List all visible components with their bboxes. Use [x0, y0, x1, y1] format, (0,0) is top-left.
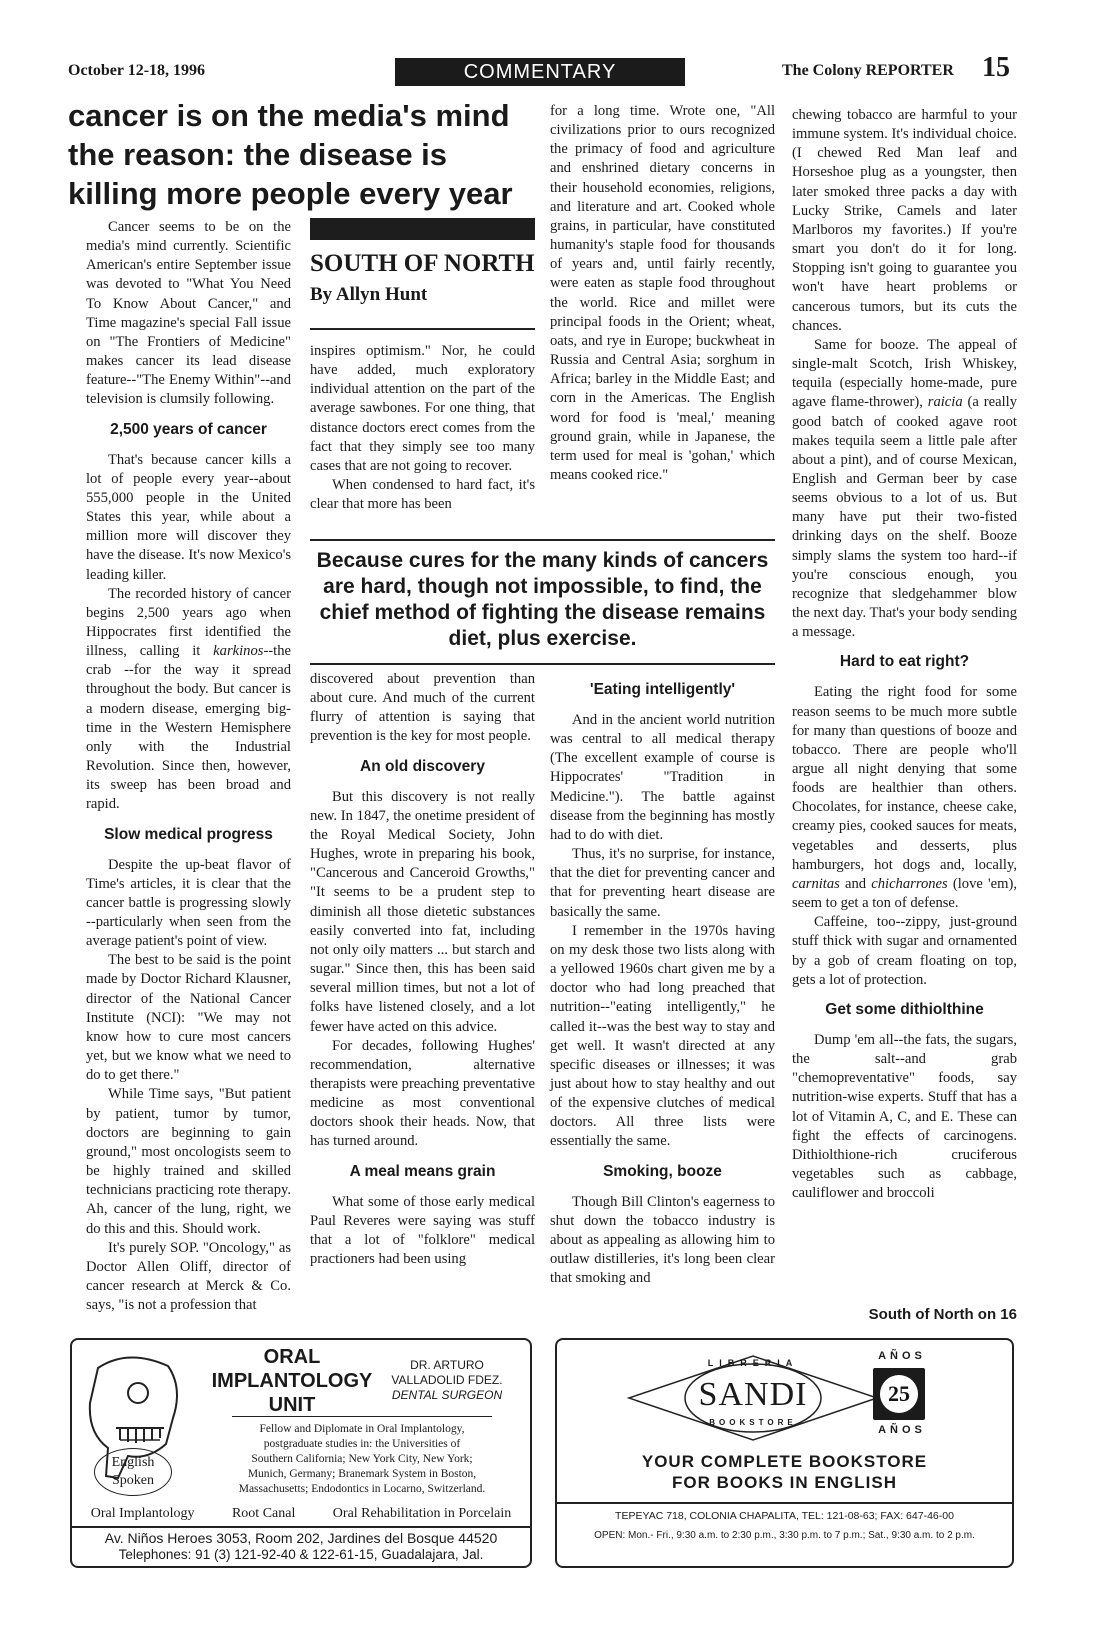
subheading: Hard to eat right?	[839, 653, 970, 671]
ad-phones: Telephones: 91 (3) 121-92-40 & 122-61-15, Guadalajara, Jal.	[118, 1547, 484, 1562]
ad-address: Av. Niños Heroes 3053, Room 202, Jardines del Bosque 44520	[104, 1530, 498, 1546]
service-item: Oral Rehabilitation in Porcelain	[332, 1506, 512, 1521]
paragraph: But this discovery is not really new. In 1847, the onetime president of the Royal Medical Society, John Hughes, wrote in preparing his book, "Cancerous and Canceroid Growths," "It seems to be a prudent step to diminish all those dietetic substances easily converted into fat, including not only oily matters ... but starch and sugar." Since then, this has been said several million times, but not a lot of folks have listened closely, and a lot fewer have acted on this advice.	[310, 788, 535, 1035]
ad-address: TEPEYAC 718, COLONIA CHAPALITA, TEL: 121-08-63; FAX: 647-46-00	[615, 1510, 954, 1522]
paragraph: Same for booze. The appeal of single-malt Scotch, Irish Whiskey, tequila (especially home-made, pure agave flame-thrower), raicia (a really good batch of cooked agave root makes tequila seem a little pale after about a pint), and of course Mexican, English and German beer by case seems obvious to a lot of us. But many have put their two-fisted drinking days on the shelf. Booze simply slams the system too hard--if you're conscious enough, you recognize that sledgehammer blow the next day. That's your body sending a message.	[792, 336, 1017, 641]
ad-title: UNIT	[268, 1394, 316, 1416]
divider	[232, 1416, 492, 1417]
oral-implantology-ad	[70, 1338, 532, 1568]
article-column-3-top	[550, 102, 775, 502]
tagline: FOR BOOKS IN ENGLISH	[672, 1473, 897, 1492]
paragraph: Eating the right food for some reason seems to be much more subtle for many than questions of booze and tobacco. There are people who'll argue all night denying that some foods are healthier than others. Chocolates, for instance, cheese cake, creamy pies, cooked sauces for meats, vegetables and desserts, plus hamburgers, hot dogs and, locally, carnitas and chicharrones (love 'em), seem to get a ton of defense.	[792, 684, 1017, 912]
paragraph: Though Bill Clinton's eagerness to shut down the tobacco industry is about as appealing as allowing him to outlaw distilleries, it's long been clear that smoking and	[550, 1193, 775, 1287]
logo-arc-bottom: BOOKSTORE	[709, 1418, 797, 1427]
paragraph: What some of those early medical Paul Reveres were saying was stuff that a lot of "folklore" medical practioners had been using	[310, 1193, 535, 1268]
credentials: Fellow and Diplomate in Oral Implantology, postgraduate studies in: the Universities of Southern California; New York City, New York; Munich, Germany; Branemark System in Boston, Massachusetts; Endodontics in Locarno, Switzerland.	[238, 1423, 486, 1495]
divider	[72, 1526, 530, 1528]
ad-hours: OPEN: Mon.- Fri., 9:30 a.m. to 2:30 p.m., 3:30 p.m. to 7 p.m.; Sat., 9:30 a.m. to 2 p.m.	[594, 1530, 975, 1541]
paragraph: It's purely SOP. "Oncology," as Doctor Allen Oliff, director of cancer research at Merck & Co. says, "is not a profession that	[86, 1239, 291, 1314]
doctor-name: VALLADOLID FDEZ.	[391, 1373, 503, 1387]
pull-quote: Because cures for the many kinds of cancers are hard, though not impossible, to find, the chief method of fighting the disease remains diet, plus exercise.	[316, 549, 769, 650]
ad-title: ORAL	[263, 1346, 321, 1368]
paragraph: Dump 'em all--the fats, the sugars, the salt--and grab "chemopreventative" foods, say nutrition-wise experts. Stuff that has a lot of Vitamin A, C, and E. These can fight the effects of carcinogens. Dithiolthione-rich cruciferous vegetables such as cabbage, cauliflower and broccoli	[792, 1031, 1017, 1202]
column-name: SOUTH OF NORTH	[310, 250, 535, 277]
sandi-bookstore-ad	[555, 1338, 1014, 1568]
paragraph: The recorded history of cancer begins 2,500 years ago when Hippocrates first identified the illness, calling it karkinos--the crab --for the way it spread throughout the body. But cancer is a modern disease, emerging big-time in the Western Hemisphere only with the Industrial Revolution. Since then, however, its sweep has been broad and rapid.	[86, 585, 291, 813]
article-column-1	[86, 218, 291, 1314]
paragraph: While Time says, "But patient by patient, tumor by tumor, doctors are beginning to gain ground," most oncologists seem to be highly trained and skilled technicians practicing rote therapy. Ah, cancer of the lung, right, we do this and this. Should work.	[86, 1086, 291, 1237]
ad-title: IMPLANTOLOGY	[211, 1370, 373, 1392]
divider	[310, 539, 775, 541]
subheading: An old discovery	[360, 757, 485, 775]
doctor-title: DENTAL SURGEON	[391, 1388, 503, 1402]
continued-jump-line: South of North on 16	[868, 1306, 1017, 1323]
newspaper-name: The Colony REPORTER	[782, 62, 954, 79]
divider	[310, 328, 535, 330]
subheading: Slow medical progress	[104, 825, 273, 843]
paragraph: When condensed to hard fact, it's clear that more has been	[310, 477, 535, 513]
anos-label: AÑOS	[878, 1350, 926, 1362]
paragraph: I remember in the 1970s having on my desk those two lists along with a yellowed 1960s chart given me by a doctor who had long preached that nutrition--"eating intelligently," he called it--was the best way to stay and get well. It wasn't directed at any specific diseases or illnesses; it was just about how to stay healthy and out of the expensive clutches of medical doctors. All three lists were essentially the same.	[550, 922, 775, 1150]
subheading: 'Eating intelligently'	[589, 681, 736, 698]
paragraph: And in the ancient world nutrition was central to all medical therapy (The excellent example of course is Hippocrates' "Tradition in Medicine."). The battle against disease from the beginning has mostly had to do with diet.	[550, 712, 775, 843]
paragraph: Cancer seems to be on the media's mind currently. Scientific American's entire September issue was devoted to "What You Need To Know About Cancer," and Time magazine's special Fall issue on "The Frontiers of Medicine" makes cancer its lead disease feature--"The Enemy Within"--and television is clumsily following.	[86, 219, 291, 408]
paragraph: inspires optimism." Nor, he could have added, much exploratory individual attention on the part of the average sawbones. For one thing, that distance doctors erect comes from the fact that they simply see too many cases that are not going to recover.	[310, 343, 535, 474]
anniversary-badge	[873, 1368, 925, 1420]
article-column-2-top	[310, 342, 535, 513]
byline: By Allyn Hunt	[310, 284, 428, 305]
article-column-2-bottom	[310, 670, 535, 1300]
english-spoken-badge: English Spoken	[94, 1448, 172, 1496]
service-item: Oral Implantology	[90, 1506, 195, 1521]
paragraph: chewing tobacco are harmful to your immune system. It's individual choice. (I chewed Red Man leaf and Horseshoe plug as a youngster, then later smoked three packs a day with Lucky Strike, Camels and later Marlboros my favorites.) If you're smart you don't do it for long. Stopping isn't going to guarantee you won't have heart problems or cancerous tumors, but its cuts the chances.	[792, 107, 1017, 334]
service-item: Root Canal	[231, 1506, 296, 1521]
doctor-name: DR. ARTURO	[410, 1358, 484, 1372]
page-number: 15	[982, 52, 1010, 83]
column-logo-bar	[310, 218, 535, 240]
services-list	[72, 1506, 530, 1522]
headline: cancer is on the media's mind the reason: the disease is killing more people every year	[68, 98, 513, 211]
issue-date: October 12-18, 1996	[68, 62, 206, 79]
paragraph: Thus, it's no surprise, for instance, that the diet for preventing cancer and that for preventing heart disease are basically the same.	[550, 846, 775, 920]
anos-label: AÑOS	[878, 1424, 926, 1436]
paragraph: discovered about prevention than about cure. And much of the current flurry of attention is saying that prevention is the key for most people.	[310, 671, 535, 745]
paragraph: for a long time. Wrote one, "All civilizations prior to ours recognized the primacy of food and agriculture and enshrined dietary concerns in their household economies, religions, and literature and art. Cooked whole grains, in particular, have constituted humanity's staple food for thousands of years and, until fairly recently, were eaten as staple food throughout the world. Rice and millet were principal foods in the Orient; wheat, oats, and rye in Europe; buckwheat in Russia and Central Asia; sorghum in Africa; barley in the Middle East; and corn in the Americas. The English word for food is 'meal,' meaning ground grain, while in Japanese, the term used for meal is 'gohan,' which means cooked rice."	[550, 103, 775, 483]
article-column-4	[792, 106, 1017, 1306]
paragraph: That's because cancer kills a lot of people every year--about 555,000 people in the United States this year, while about a million more will discover they have the disease. It's now Mexico's leading killer.	[86, 451, 291, 583]
sandi-logo-text: SANDI	[698, 1376, 808, 1413]
subheading: A meal means grain	[349, 1162, 496, 1180]
logo-arc-top: LIBRERIA	[707, 1358, 799, 1368]
article-column-3-bottom	[550, 680, 775, 1300]
paragraph: For decades, following Hughes' recommendation, alternative therapists were preaching preventative medicine as most conventional doctors shook their heads. Now, that has turned around.	[310, 1037, 535, 1150]
tagline: YOUR COMPLETE BOOKSTORE	[641, 1452, 928, 1471]
paragraph: The best to be said is the point made by Doctor Richard Klausner, director of the National Cancer Institute (NCI): "We may not know how to cure most cancers yet, but we know what we need to do to get there."	[86, 952, 291, 1084]
subheading: Smoking, booze	[603, 1162, 722, 1180]
section-banner: COMMENTARY	[395, 58, 685, 86]
paragraph: Despite the up-beat flavor of Time's articles, it is clear that the cancer battle is progressing slowly --particularly when seen from the average patient's point of view.	[86, 856, 291, 950]
subheading: 2,500 years of cancer	[110, 420, 267, 438]
divider	[310, 663, 775, 665]
subheading: Get some dithiolthine	[825, 1000, 984, 1018]
paragraph: Caffeine, too--zippy, just-ground stuff thick with sugar and ornamented by a gob of cream floating on top, gets a lot of protection.	[792, 914, 1017, 988]
divider	[557, 1502, 1012, 1504]
anniversary-years: 25	[880, 1375, 918, 1413]
